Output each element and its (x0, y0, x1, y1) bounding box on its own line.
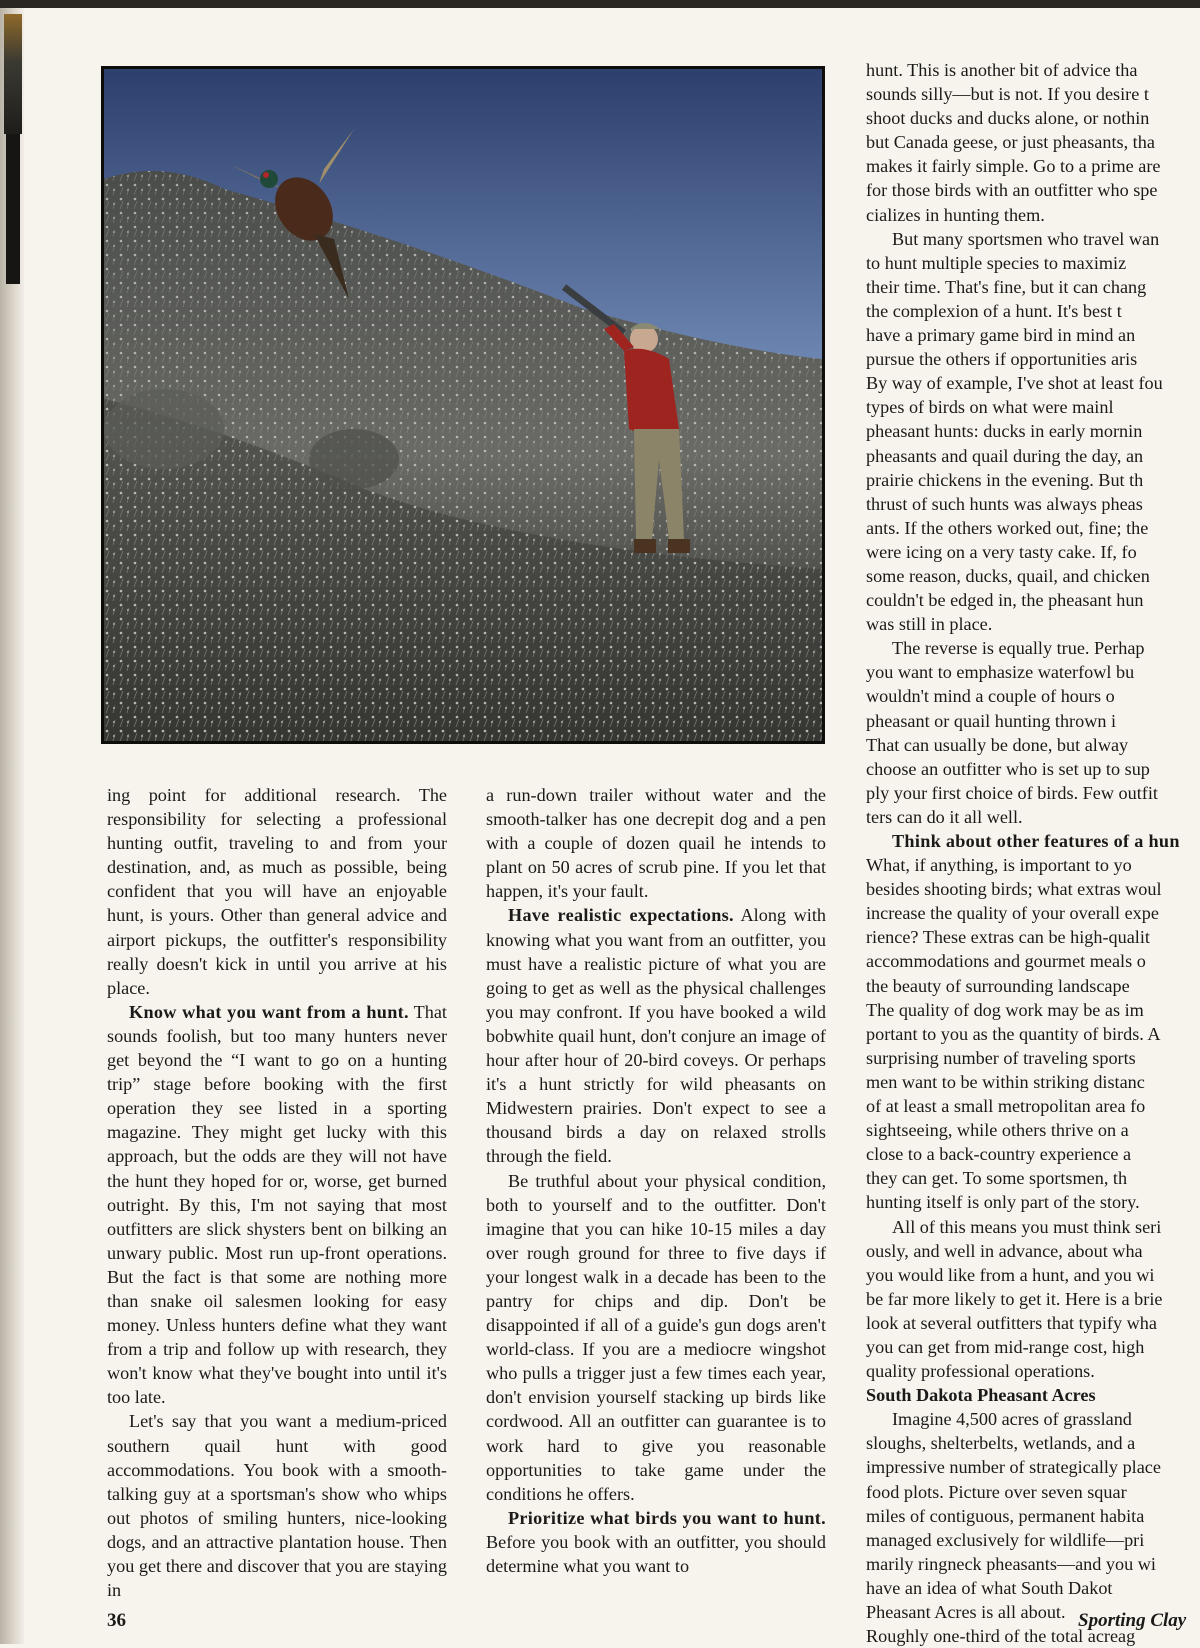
text-line: By way of example, I've shot at least fou (866, 373, 1163, 394)
text-line: but Canada geese, or just pheasants, tha (866, 132, 1155, 153)
text-line: pursue the others if opportunities aris (866, 349, 1138, 370)
text-line: close to a back-country experience a (866, 1144, 1132, 1165)
text-line: Pheasant Acres is all about. (866, 1602, 1066, 1622)
text-line: Imagine 4,500 acres of grassland (892, 1409, 1132, 1430)
text-line: you want to emphasize waterfowl bu (866, 662, 1135, 683)
text-line: hunting itself is only part of the story. (866, 1192, 1140, 1213)
section-kicker: Prioritize what birds you want to hunt. (508, 1507, 826, 1528)
text-line: rience? These extras can be high-qualit (866, 927, 1150, 948)
text-line: you can get from mid-range cost, high (866, 1336, 1145, 1357)
paragraph: Let's say that you want a medium-priced southern quail hunt with good accommodations. You book with a smooth-talking guy at a sportsman's show who whips out photos of smiling hunters, nice-looking dogs, and an attractive plantation house. Then you get there and discover that you are staying in (107, 1411, 447, 1601)
text-line: some reason, ducks, quail, and chicken (866, 565, 1150, 586)
text-line: were icing on a very tasty cake. If, fo (866, 541, 1137, 562)
text-line: their time. That's fine, but it can chang (866, 276, 1147, 297)
text-line: impressive number of strategically place (866, 1457, 1161, 1478)
section-subhead: South Dakota Pheasant Acres (866, 1385, 1096, 1406)
page-number: 36 (107, 1610, 126, 1631)
text-line: marily ringneck pheasants—and you wi (866, 1553, 1156, 1574)
text-line: they can get. To some sportsmen, th (866, 1168, 1128, 1189)
paragraph (486, 1506, 826, 1578)
section-kicker: Know what you want from a hunt. (129, 1001, 409, 1022)
text-line: for those birds with an outfitter who spe (866, 180, 1158, 201)
text-line: types of birds on what were mainl (866, 397, 1114, 418)
spine-dark-strip (6, 134, 20, 284)
article-column-2 (486, 783, 826, 1578)
text-line: pheasant hunts: ducks in early mornin (866, 421, 1143, 442)
text-line: besides shooting birds; what extras woul (866, 879, 1162, 900)
text-line: pheasant or quail hunting thrown i (866, 710, 1117, 731)
text-line: ously, and well in advance, about wha (866, 1240, 1143, 1261)
text-line: That can usually be done, but alway (866, 734, 1129, 755)
text-line: Think about other features of a hun (892, 831, 1180, 851)
text-line: hunt. This is another bit of advice tha (866, 60, 1138, 80)
text-line: choose an outfitter who is set up to sup (866, 758, 1150, 779)
text-line: makes it fairly simple. Go to a prime are (866, 156, 1161, 177)
text-line: be far more likely to get it. Here is a brie (866, 1288, 1163, 1309)
text-line: quality professional operations. (866, 1361, 1095, 1382)
paragraph-text: Along with knowing what you want from an outfitter, you must have a realistic picture of what you are going to get as well as the physical challenges you may confront. If you have booked a wild bobwhite quail hunt, don't conjure an image of hour after hour of 20-bird coveys. Or perhaps it's a hunt strictly for wild pheasants on Midwestern prairies. Don't expect to see a thousand birds a day on relaxed strolls through the field. (486, 905, 826, 1167)
paragraph: ing point for additional research. The responsibility for selecting a professional hunting outfit, traveling to and from your destination, and, as much as possible, being confident that you will have an enjoyable hunt, is yours. Other than general advice and airport pickups, the outfitter's responsibility really doesn't kick in until you arrive at his place. (107, 785, 447, 998)
text-line: prairie chickens in the evening. But th (866, 469, 1144, 490)
paragraph-text: Before you book with an outfitter, you should determine what you want to (486, 1531, 826, 1576)
text-line: food plots. Picture over seven squar (866, 1481, 1127, 1502)
text-line: All of this means you must think seri (892, 1216, 1162, 1237)
spine-color-strip (4, 14, 22, 134)
text-line: But many sportsmen who travel wan (892, 228, 1160, 249)
text-line: The reverse is equally true. Perhap (892, 638, 1145, 659)
text-line: ters can do it all well. (866, 806, 1023, 827)
text-line: have an idea of what South Dakot (866, 1577, 1113, 1598)
text-line: miles of contiguous, permanent habita (866, 1505, 1145, 1526)
text-line: shoot ducks and ducks alone, or nothin (866, 108, 1150, 129)
text-line: Roughly one-third of the total acreag (866, 1626, 1136, 1647)
text-line: managed exclusively for wildlife—pri (866, 1529, 1145, 1550)
text-line: the beauty of surrounding landscape (866, 975, 1130, 996)
paragraph: Be truthful about your physical condition, both to yourself and to the outfitter. Don't imagine that you can hike 10-15 miles a day over rough ground for three to five days if your longest walk in a decade has been to the pantry for chips and dip. Don't be disappointed if all of a guide's gun dogs aren't world-class. If you are a mediocre wingshot who pulls a trigger just a few times each year, don't envision yourself stacking up birds like cordwood. All an outfitter can guarantee is to work hard to give you reasonable opportunities to take game under the conditions he offers. (486, 1170, 826, 1504)
text-line: ply your first choice of birds. Few outfit (866, 782, 1158, 803)
text-line: cializes in hunting them. (866, 204, 1045, 225)
text-line: to hunt multiple species to maximiz (866, 252, 1127, 273)
paragraph (486, 903, 826, 1168)
text-line: increase the quality of your overall expe (866, 903, 1159, 924)
text-line: The quality of dog work may be as im (866, 999, 1144, 1020)
paragraph (107, 1000, 447, 1410)
text-line: sightseeing, while others thrive on a (866, 1120, 1129, 1141)
text-line: pheasants and quail during the day, an (866, 445, 1144, 466)
magazine-name: Sporting Clay (1078, 1610, 1187, 1631)
paragraph-text: That sounds foolish, but too many hunters never get beyond the “I want to go on a hunting trip” stage before booking with the first operation they see listed in a sporting magazine. They might get lucky with this approach, but the odds are they will not have the hunt they hoped for or, worse, get burned outright. By this, I'm not saying that most outfitters are slick shysters bent on bilking an unwary public. Most run up-front operations. But the fact is that some are nothing more than snake oil salesmen looking for easy money. Unless hunters define what they want from a trip and follow up with research, they won't know what they've bought into until it's too late. (107, 1001, 447, 1408)
text-line: the complexion of a hunt. It's best t (866, 300, 1122, 321)
article-column-1 (107, 783, 447, 1602)
section-kicker: Have realistic expectations. (508, 905, 734, 926)
text-line: thrust of such hunts was always pheas (866, 493, 1143, 514)
top-rule (0, 0, 1200, 8)
text-line: sloughs, shelterbelts, wetlands, and a (866, 1433, 1136, 1454)
text-line: was still in place. (866, 614, 993, 635)
text-line: ants. If the others worked out, fine; the (866, 517, 1149, 538)
text-line: couldn't be edged in, the pheasant hun (866, 590, 1144, 611)
text-line: wouldn't mind a couple of hours o (866, 686, 1115, 707)
text-line: men want to be within striking distanc (866, 1071, 1145, 1092)
text-line: surprising number of traveling sports (866, 1047, 1136, 1068)
pheasant-hunter-photo (101, 66, 825, 744)
text-line: portant to you as the quantity of birds. A (866, 1023, 1161, 1044)
text-line: have a primary game bird in mind an (866, 325, 1136, 346)
text-line: accommodations and gourmet meals o (866, 951, 1146, 972)
article-column-3 (866, 58, 1200, 1648)
text-line: What, if anything, is important to yo (866, 855, 1132, 876)
text-line: of at least a small metropolitan area fo (866, 1096, 1146, 1117)
paragraph: a run-down trailer without water and the smooth-talker has one decrepit dog and a pen with a couple of dozen quail he intends to plant on 50 acres of scrub pine. If you let that happen, it's your fault. (486, 785, 826, 902)
text-line: look at several outfitters that typify wha (866, 1312, 1157, 1333)
text-line: sounds silly—but is not. If you desire t (866, 84, 1149, 105)
text-line: you would like from a hunt, and you wi (866, 1264, 1155, 1285)
rock (104, 389, 224, 469)
